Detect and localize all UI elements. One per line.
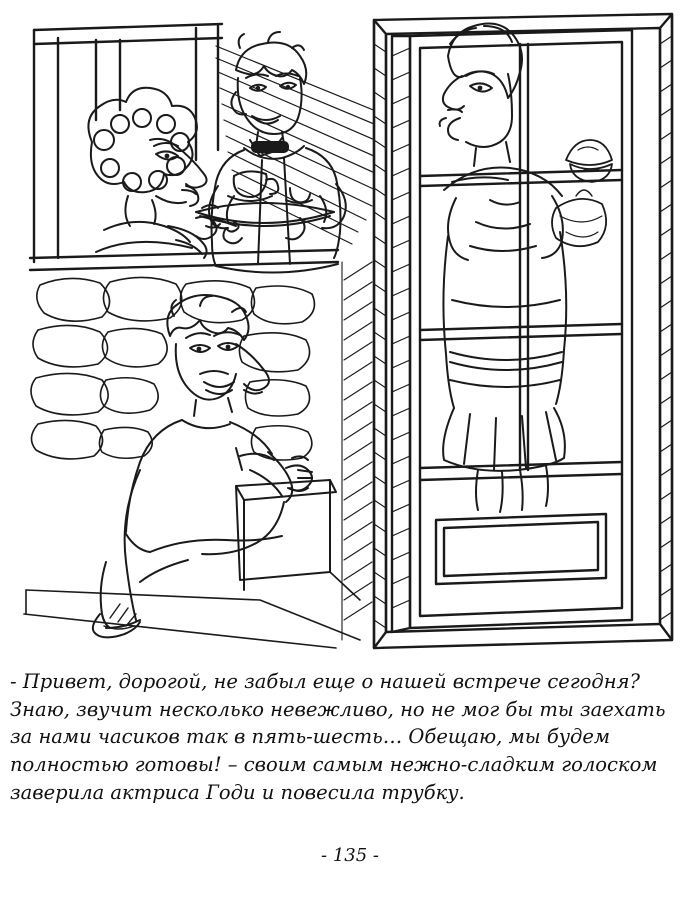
balcony-railing	[30, 24, 338, 270]
caption-text	[10, 668, 690, 806]
woman-with-curly-hair	[88, 88, 238, 258]
floor	[24, 572, 360, 648]
stone-wall	[30, 262, 330, 470]
hatching-door-edge	[342, 262, 372, 640]
glass-panel-door	[374, 14, 672, 648]
caption-paragraph: - Привет, дорогой, не забыл еще о нашей встрече сегодня? Знаю, звучит несколько невежливо, но не мог бы ты заехать за нами часиков так в пять-шесть… Обещаю, мы будем полностью готовы! – своим самым нежно-сладким голоском заверила актриса Годи и повесила трубку.	[10, 670, 666, 804]
page-number: - 135 -	[321, 845, 379, 866]
